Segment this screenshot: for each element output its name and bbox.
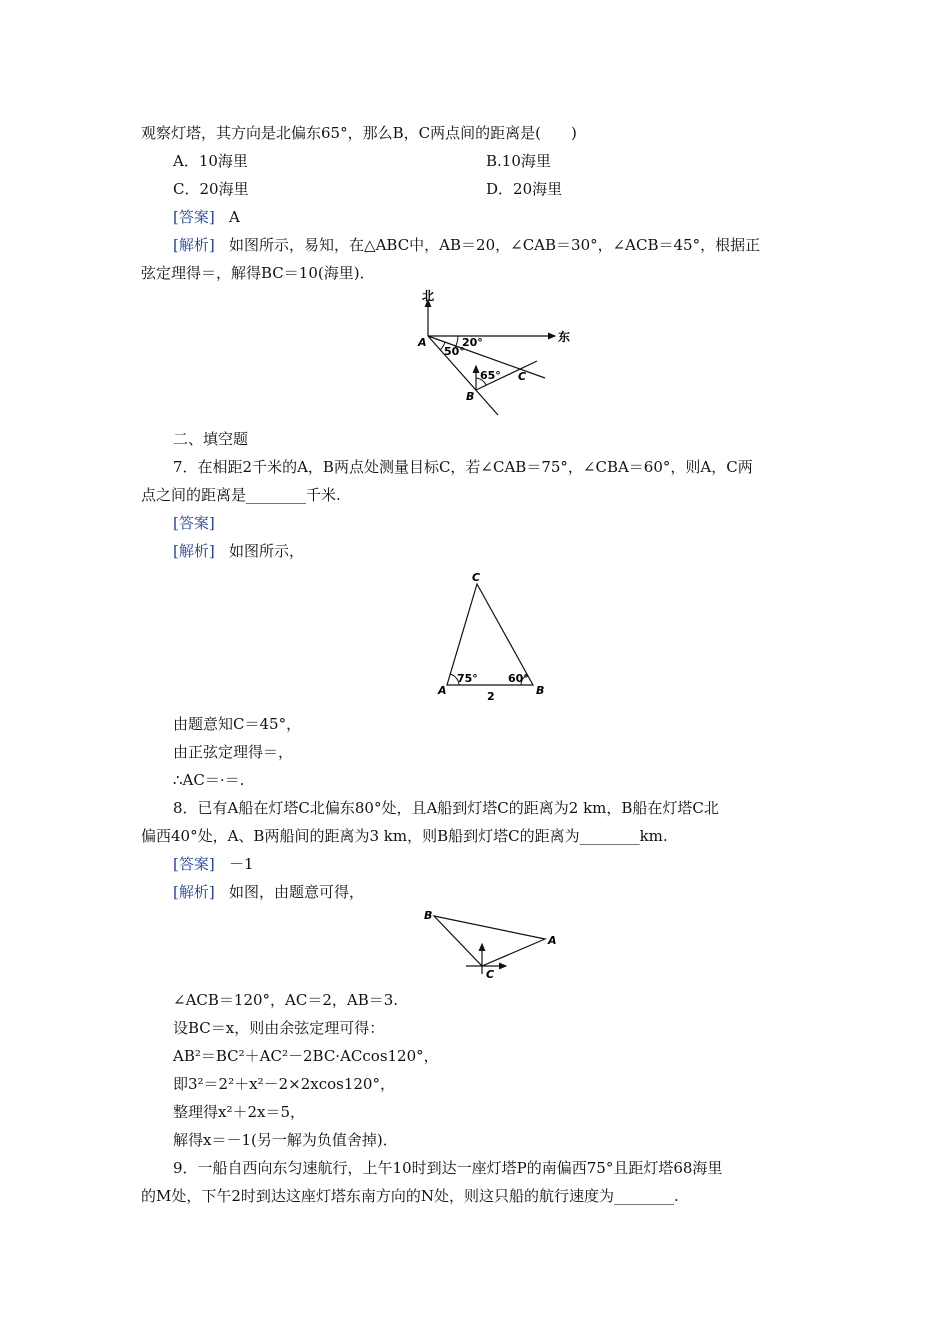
q7-analysis-text: 如图所示，: [229, 542, 305, 560]
point-a-label: A: [418, 336, 427, 349]
q8-line-2: 偏西40°处，A、B两船间的距离为3 km，则B船到灯塔C的距离为________km.: [141, 827, 668, 845]
q8-analysis-row: [173, 882, 364, 902]
q8-after-3: AB²＝BC²＋AC²－2BC·ACcos120°，: [173, 1047, 439, 1065]
point-a-label: A: [548, 934, 557, 947]
q8-answer: －1: [229, 855, 254, 873]
q6-option-b: B.10海里: [486, 152, 551, 170]
angle-65-label: 65°: [480, 369, 501, 382]
q6-option-a: A．10海里: [173, 152, 248, 170]
analysis-label: [解析]: [173, 542, 215, 560]
q6-figure: [400, 288, 580, 418]
analysis-label: [解析]: [173, 236, 215, 254]
side-ab-label: 2: [487, 690, 495, 703]
q6-answer: A: [229, 208, 240, 226]
section-title: 二、填空题: [173, 430, 249, 448]
triangle-abc: [447, 584, 533, 685]
point-b-label: B: [466, 390, 475, 403]
q6-option-d: D．20海里: [486, 180, 563, 198]
q6-stem-end: 观察灯塔，其方向是北偏东65°，那么B，C两点间的距离是( ): [141, 124, 577, 142]
q9-line-2: 的M处，下午2时到达这座灯塔东南方向的N处，则这只船的航行速度为________.: [141, 1187, 679, 1205]
q8-line-1: 8．已有A船在灯塔C北偏东80°处，且A船到灯塔C的距离为2 km，B船在灯塔C北: [173, 799, 719, 817]
answer-label: [答案]: [173, 514, 215, 532]
angle-75-label: 75°: [457, 672, 478, 685]
q8-answer-row: [173, 854, 254, 874]
q6-answer-row: [173, 207, 240, 227]
angle-20-label: 20°: [462, 336, 483, 349]
q7-after-3: ∴AC＝·＝.: [173, 771, 245, 789]
q7-line-2: 点之间的距离是________千米.: [141, 486, 341, 504]
q7-analysis-row: [173, 541, 304, 561]
q9-line-1: 9．一船自西向东匀速航行，上午10时到达一座灯塔P的南偏西75°且距灯塔68海里: [173, 1159, 723, 1177]
q8-after-1: ∠ACB＝120°，AC＝2，AB＝3.: [173, 991, 399, 1009]
north-label: 北: [422, 289, 435, 303]
point-a-label: A: [438, 684, 447, 697]
q6-option-c: C．20海里: [173, 180, 249, 198]
east-label: 东: [558, 330, 571, 344]
point-c-label: C: [486, 968, 495, 981]
q8-analysis-text: 如图，由题意可得，: [229, 883, 365, 901]
q8-after-6: 解得x＝－1(另一解为负值舍掉)．: [173, 1131, 398, 1149]
point-b-label: B: [536, 684, 545, 697]
point-c-label: C: [518, 370, 527, 383]
q8-after-5: 整理得x²＋2x＝5，: [173, 1103, 306, 1121]
answer-label: [答案]: [173, 855, 215, 873]
q8-after-2: 设BC＝x，则由余弦定理可得：: [173, 1019, 385, 1037]
q6-analysis-text-2: 弦定理得＝，解得BC＝10(海里)．: [141, 264, 375, 282]
analysis-label: [解析]: [173, 883, 215, 901]
q8-figure: [420, 906, 570, 982]
angle-50-label: 50°: [444, 345, 465, 358]
angle-60-label: 60°: [508, 672, 529, 685]
q6-analysis-row: [173, 235, 760, 255]
q7-figure: [430, 568, 560, 704]
point-b-label: B: [424, 909, 433, 922]
point-c-label: C: [472, 571, 481, 584]
triangle-abc: [434, 916, 545, 966]
q7-line-1: 7．在相距2千米的A，B两点处测量目标C，若∠CAB＝75°，∠CBA＝60°，则A，C两: [173, 458, 753, 476]
q7-after-2: 由正弦定理得＝，: [173, 743, 294, 761]
q6-analysis-text: 如图所示，易知，在△ABC中，AB＝20，∠CAB＝30°，∠ACB＝45°，根据正: [229, 236, 761, 254]
answer-label: [答案]: [173, 208, 215, 226]
q8-after-4: 即3²＝2²＋x²－2×2xcos120°，: [173, 1075, 395, 1093]
q7-answer-row: [173, 513, 215, 533]
q7-after-1: 由题意知C＝45°，: [173, 715, 302, 733]
